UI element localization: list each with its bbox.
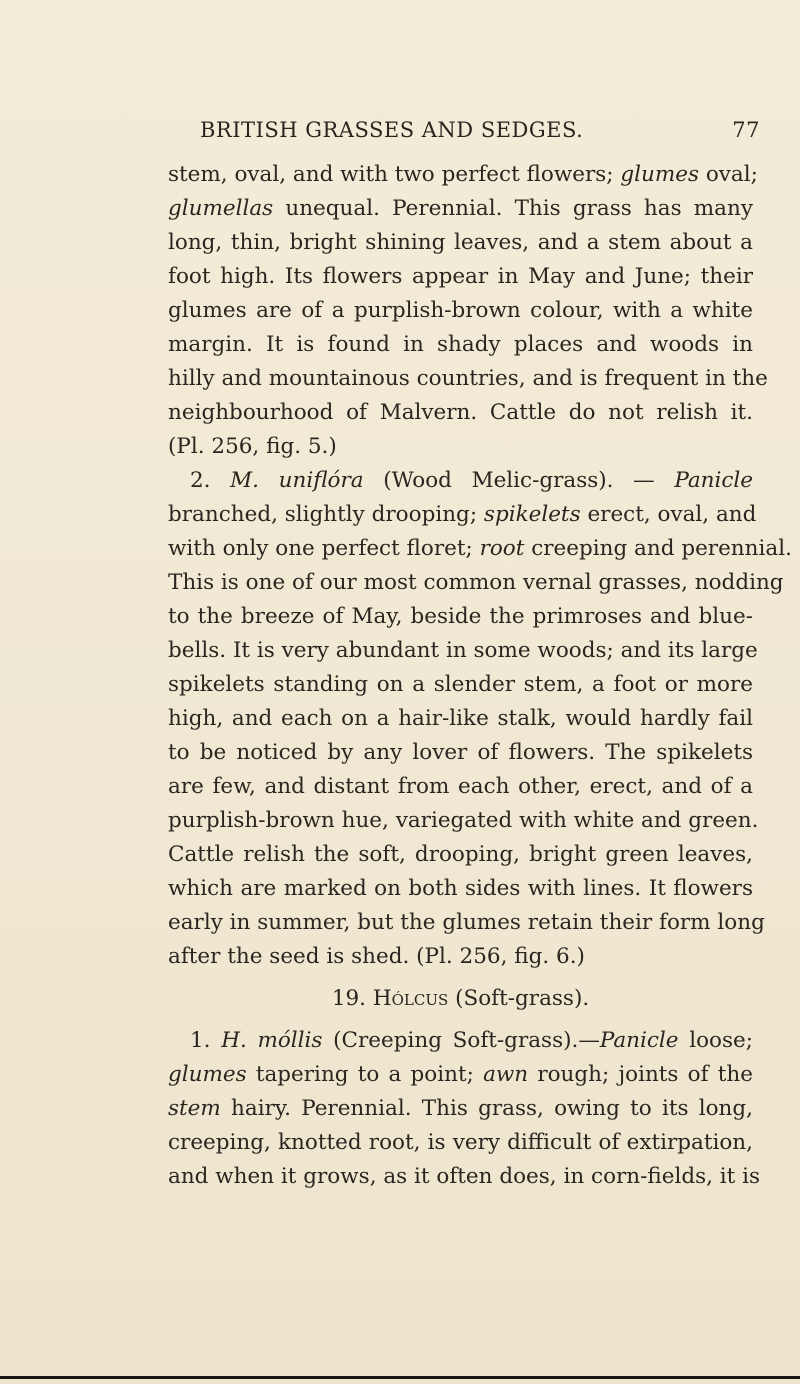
text-line: neighbourhood of Malvern. Cattle do not relish it. [168,400,753,425]
text-line: hilly and mountainous countries, and is frequent in the [168,366,768,391]
text-line: stem hairy. Perennial. This grass, owing to its long, [168,1096,753,1121]
species-entry-line: 1. H. móllis (Creeping Soft-grass).—Panicle loose; [190,1028,753,1053]
text-line: (Pl. 256, fig. 5.) [168,434,337,459]
text-line: branched, slightly drooping; spikelets erect, oval, and [168,502,757,527]
text-line: margin. It is found in shady places and woods in [168,332,753,357]
text-line: with only one perfect floret; root creeping and perennial. [168,536,792,561]
text-line: long, thin, bright shining leaves, and a stem about a [168,230,753,255]
text-line: creeping, knotted root, is very difficult of extirpation, [168,1130,753,1155]
text-line: to the breeze of May, beside the primroses and blue- [168,604,753,629]
text-line: which are marked on both sides with lines. It flowers [168,876,753,901]
text-line: purplish-brown hue, variegated with white and green. [168,808,759,833]
running-title: BRITISH GRASSES AND SEDGES. [200,118,584,142]
text-line: glumes are of a purplish-brown colour, with a white [168,298,753,323]
text-line: Cattle relish the soft, drooping, bright green leaves, [168,842,753,867]
page-number: 77 [732,118,760,142]
text-line: glumellas unequal. Perennial. This grass has many [168,196,753,221]
text-line: are few, and distant from each other, erect, and of a [168,774,753,799]
text-line: and when it grows, as it often does, in corn-fields, it is [168,1164,761,1189]
text-line: high, and each on a hair-like stalk, would hardly fail [168,706,753,731]
text-line: glumes tapering to a point; awn rough; joints of the [168,1062,753,1087]
text-line: bells. It is very abundant in some woods; and its large [168,638,758,663]
species-entry-line: 2. M. uniflóra (Wood Melic-grass). — Panicle [190,468,753,493]
text-line: stem, oval, and with two perfect flowers; glumes oval; [168,162,758,187]
text-line: early in summer, but the glumes retain their form long [168,910,765,935]
text-line: to be noticed by any lover of flowers. The spikelets [168,740,753,765]
text-line: foot high. Its flowers appear in May and June; their [168,264,753,289]
text-line: spikelets standing on a slender stem, a foot or more [168,672,753,697]
text-line: after the seed is shed. (Pl. 256, fig. 6.) [168,944,585,969]
bottom-edge-rule [0,1376,800,1379]
running-head [170,118,760,150]
text-line: This is one of our most common vernal grasses, nodding [168,570,784,595]
genus-heading: 19. Hólcus (Soft-grass). [331,986,590,1011]
body-text [168,158,792,1194]
